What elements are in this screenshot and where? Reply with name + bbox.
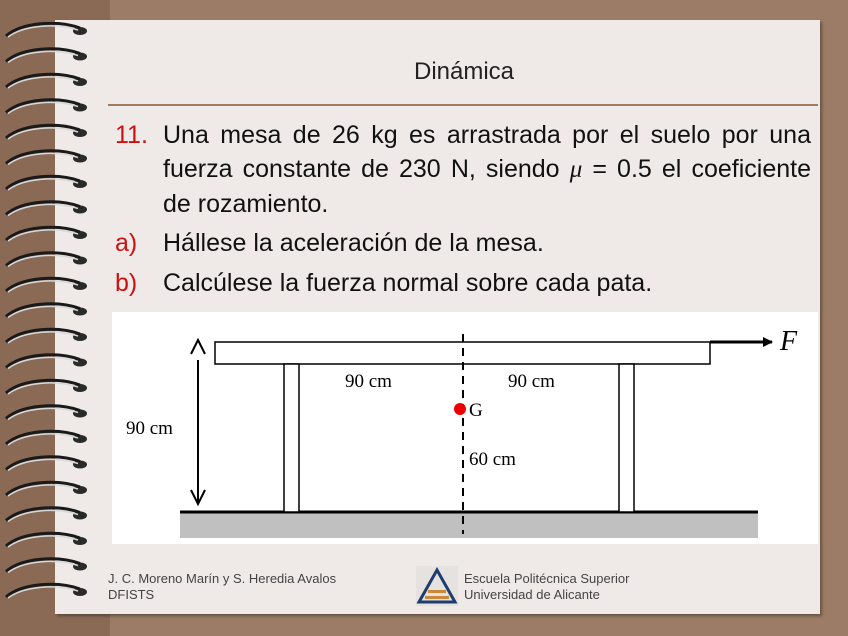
spiral-ring xyxy=(6,406,87,420)
question-a-text: Hállese la aceleración de la mesa. xyxy=(163,229,544,257)
footer-university-line: Universidad de Alicante xyxy=(464,587,600,602)
center-of-gravity-dot xyxy=(454,403,466,415)
spiral-ring xyxy=(6,278,87,292)
spiral-ring xyxy=(6,329,87,343)
spiral-binding xyxy=(0,22,100,612)
spiral-ring xyxy=(6,74,87,88)
slide-title: Dinámica xyxy=(413,58,515,85)
force-label: F xyxy=(780,326,798,357)
question-b-text: Calcúlese la fuerza normal sobre cada pata. xyxy=(163,269,653,297)
spiral-ring xyxy=(6,253,87,267)
ground xyxy=(180,512,758,538)
footer-authors-line: J. C. Moreno Marín y S. Heredia Avalos xyxy=(108,571,337,586)
problem-text: Una mesa de 26 kg es arrastrada por el suelo por una fuerza constante de 230 N, siendo μ = 0.5 el coeficiente de rozamiento. xyxy=(163,121,811,218)
problem-number: 11. xyxy=(115,121,148,149)
spiral-ring xyxy=(6,431,87,445)
left-distance-label: 90 cm xyxy=(345,371,392,392)
spiral-ring xyxy=(6,304,87,318)
spiral-ring xyxy=(6,100,87,114)
spiral-ring xyxy=(6,151,87,165)
question-a xyxy=(115,226,811,260)
spiral-ring xyxy=(6,176,87,190)
footer-school-line: Escuela Politécnica Superior xyxy=(464,571,630,586)
title-divider xyxy=(108,104,818,106)
spiral-ring xyxy=(6,533,87,547)
problem-statement xyxy=(115,118,811,221)
spiral-ring xyxy=(6,355,87,369)
table-diagram xyxy=(112,312,818,544)
question-b xyxy=(115,266,811,300)
height-label: 90 cm xyxy=(126,418,173,439)
spiral-ring xyxy=(6,482,87,496)
spiral-ring xyxy=(6,380,87,394)
spiral-ring xyxy=(6,508,87,522)
height-arrow-top xyxy=(191,340,205,354)
mu-symbol: μ xyxy=(569,156,583,183)
spiral-ring xyxy=(6,202,87,216)
cg-label: G xyxy=(469,400,483,421)
table-leg-left xyxy=(284,364,299,512)
question-a-marker: a) xyxy=(115,229,138,257)
footer-authors xyxy=(108,571,336,603)
spiral-ring xyxy=(6,559,87,573)
spiral-ring xyxy=(6,584,87,598)
right-distance-label: 90 cm xyxy=(508,371,555,392)
spiral-ring xyxy=(6,227,87,241)
spiral-ring xyxy=(6,125,87,139)
question-b-marker: b) xyxy=(115,269,138,297)
diagram-svg xyxy=(112,312,818,544)
table-leg-right xyxy=(619,364,634,512)
spiral-ring xyxy=(6,49,87,63)
university-logo xyxy=(416,566,458,606)
spiral-ring xyxy=(6,23,87,37)
cg-height-label: 60 cm xyxy=(469,449,516,470)
footer-department-line: DFISTS xyxy=(108,587,155,602)
footer-institution xyxy=(464,571,629,603)
spiral-ring xyxy=(6,457,87,471)
